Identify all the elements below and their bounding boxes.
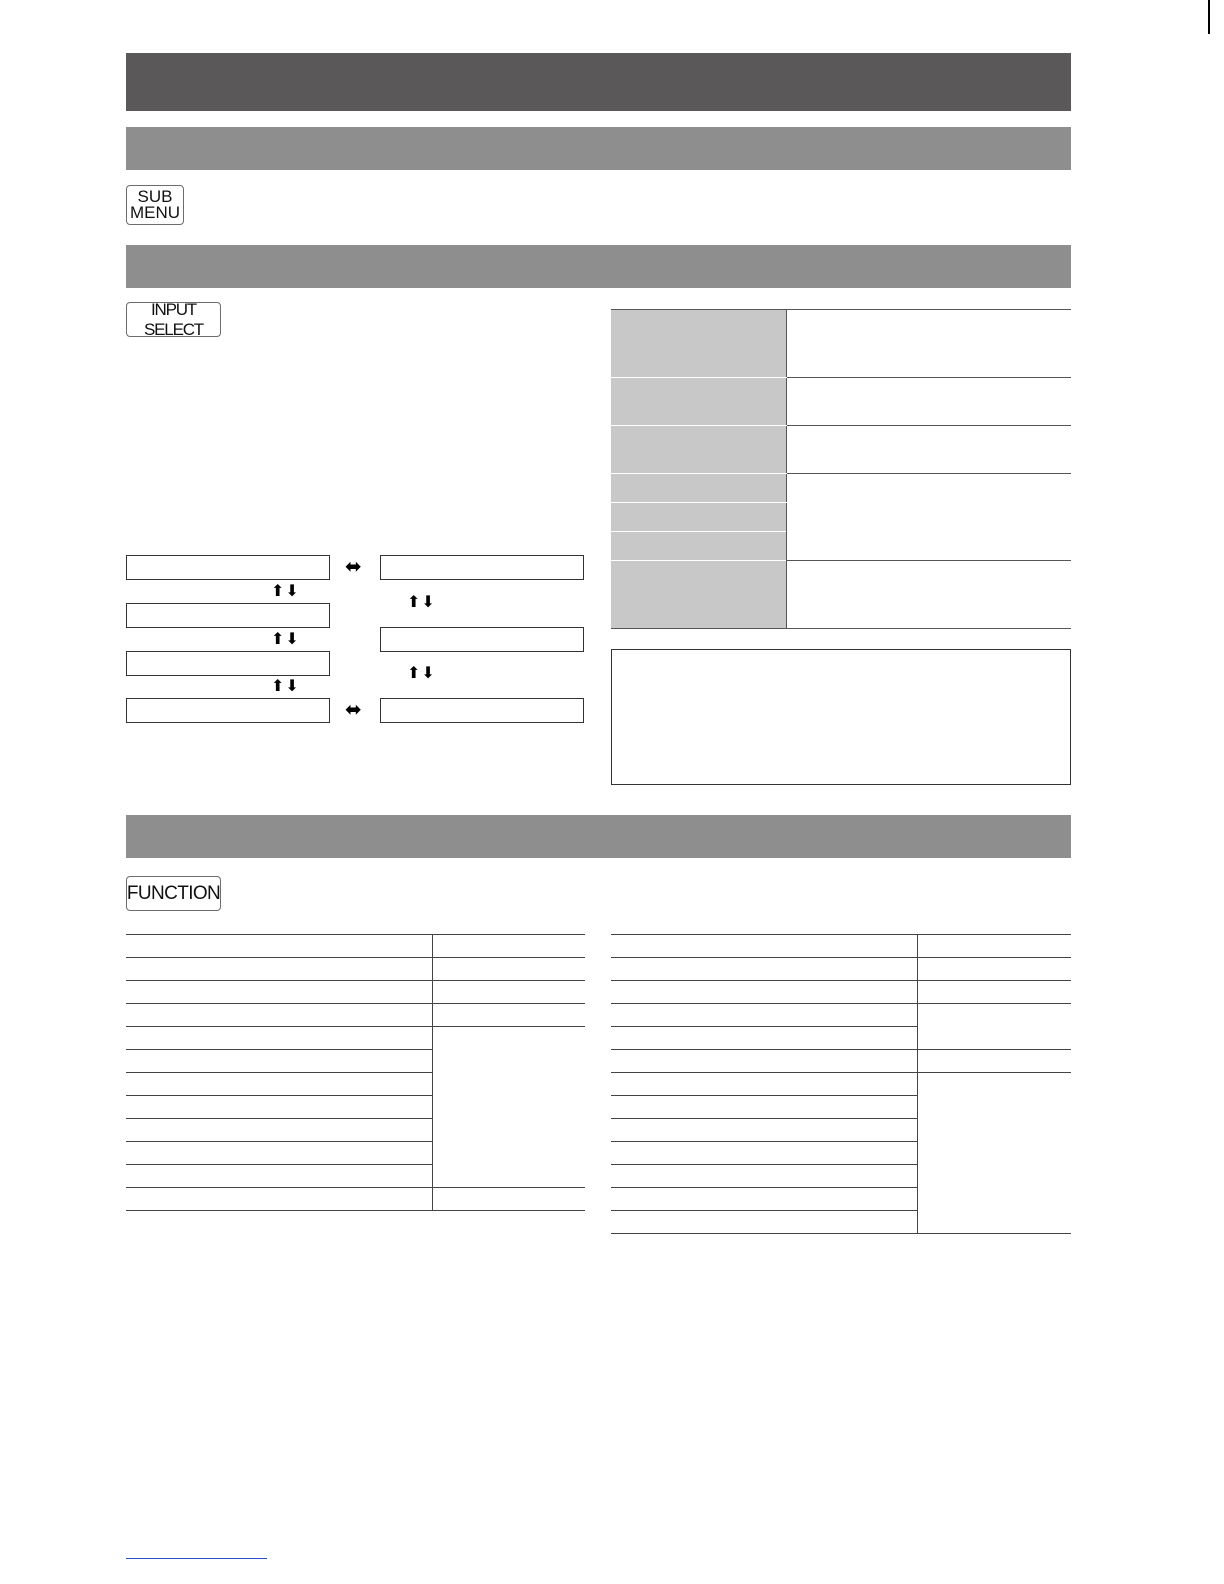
arrow-up-down-icon: ⬆⬇	[271, 583, 300, 600]
table-cell	[611, 958, 918, 981]
table-cell	[126, 1050, 433, 1073]
page-title-bar	[126, 53, 1071, 111]
input-select-key-label: INPUT SELECT	[144, 299, 203, 339]
table-cell	[433, 958, 586, 981]
flow-box-left-4	[126, 698, 330, 723]
table-label-cell	[611, 474, 787, 503]
table-row	[611, 310, 1071, 378]
table-row	[126, 1188, 585, 1211]
input-select-key-icon	[126, 299, 221, 339]
table-cell	[126, 958, 433, 981]
table-row	[611, 426, 1071, 474]
arrow-left-right-icon: ⬌	[345, 699, 362, 721]
table-cell	[611, 1211, 918, 1234]
table-cell	[433, 1027, 586, 1188]
table-label-cell	[611, 378, 787, 426]
arrow-left-right-icon: ⬌	[345, 556, 362, 578]
sub-menu-key-line2: MENU	[129, 203, 181, 222]
table-cell	[918, 1050, 1072, 1073]
table-row	[126, 1004, 585, 1027]
table-cell	[611, 1142, 918, 1165]
table-cell	[918, 1073, 1072, 1234]
section-bar-sub-menu	[126, 127, 1071, 170]
section-bar-function	[126, 815, 1071, 858]
function-table-right	[611, 934, 1071, 1234]
table-row	[126, 958, 585, 981]
table-label-cell	[611, 503, 787, 532]
table-cell	[126, 1165, 433, 1188]
table-cell	[611, 1073, 918, 1096]
table-row	[611, 958, 1071, 981]
table-cell	[433, 935, 586, 958]
table-cell	[918, 981, 1072, 1004]
table-cell	[611, 1165, 918, 1188]
table-cell	[433, 981, 586, 1004]
table-cell	[433, 1188, 586, 1211]
table-row	[611, 935, 1071, 958]
table-row	[611, 561, 1071, 629]
table-cell	[126, 1142, 433, 1165]
function-key-label: FUNCTION	[126, 882, 221, 904]
table-value-cell	[787, 474, 1072, 561]
table-cell	[126, 1073, 433, 1096]
arrow-up-down-icon: ⬆⬇	[407, 665, 436, 682]
table-cell	[918, 1004, 1072, 1050]
table-cell	[611, 1188, 918, 1211]
table-cell	[611, 1027, 918, 1050]
table-cell	[918, 935, 1072, 958]
table-value-cell	[787, 310, 1072, 378]
table-cell	[126, 1096, 433, 1119]
footer-rule	[126, 1558, 267, 1559]
table-row	[611, 981, 1071, 1004]
table-cell	[611, 981, 918, 1004]
table-row	[126, 1027, 585, 1050]
table-cell	[433, 1004, 586, 1027]
table-label-cell	[611, 561, 787, 629]
note-box	[611, 649, 1071, 785]
table-cell	[126, 935, 433, 958]
table-row	[126, 935, 585, 958]
sub-menu-key-icon	[126, 185, 184, 225]
flow-box-left-1	[126, 555, 330, 580]
table-row	[611, 1050, 1071, 1073]
table-value-cell	[787, 378, 1072, 426]
table-cell	[126, 1119, 433, 1142]
table-value-cell	[787, 426, 1072, 474]
table-label-cell	[611, 532, 787, 561]
table-cell	[611, 1119, 918, 1142]
flow-box-left-2	[126, 603, 330, 628]
table-cell	[611, 1004, 918, 1027]
function-key-icon	[126, 876, 221, 911]
section-bar-input-select	[126, 245, 1071, 288]
flow-box-right-3	[380, 698, 584, 723]
table-cell	[611, 935, 918, 958]
table-value-cell	[787, 561, 1072, 629]
table-cell	[611, 1050, 918, 1073]
table-cell	[611, 1096, 918, 1119]
table-row	[126, 981, 585, 1004]
flow-box-right-1	[380, 555, 584, 580]
table-label-cell	[611, 310, 787, 378]
arrow-up-down-icon: ⬆⬇	[271, 678, 300, 695]
table-row	[611, 1004, 1071, 1027]
arrow-up-down-icon: ⬆⬇	[271, 631, 300, 648]
table-row	[611, 1073, 1071, 1096]
table-cell	[126, 981, 433, 1004]
flow-box-left-3	[126, 651, 330, 676]
table-cell	[126, 1027, 433, 1050]
table-row	[611, 474, 1071, 503]
function-table-left	[126, 934, 585, 1211]
table-cell	[918, 958, 1072, 981]
table-row	[611, 378, 1071, 426]
table-cell	[126, 1188, 433, 1211]
flow-box-right-2	[380, 627, 584, 652]
sub-menu-key-line1: SUB	[137, 187, 173, 206]
page-edge-line	[1208, 0, 1210, 34]
table-label-cell	[611, 426, 787, 474]
arrow-up-down-icon: ⬆⬇	[407, 594, 436, 611]
input-spec-table	[611, 309, 1071, 629]
table-cell	[126, 1004, 433, 1027]
